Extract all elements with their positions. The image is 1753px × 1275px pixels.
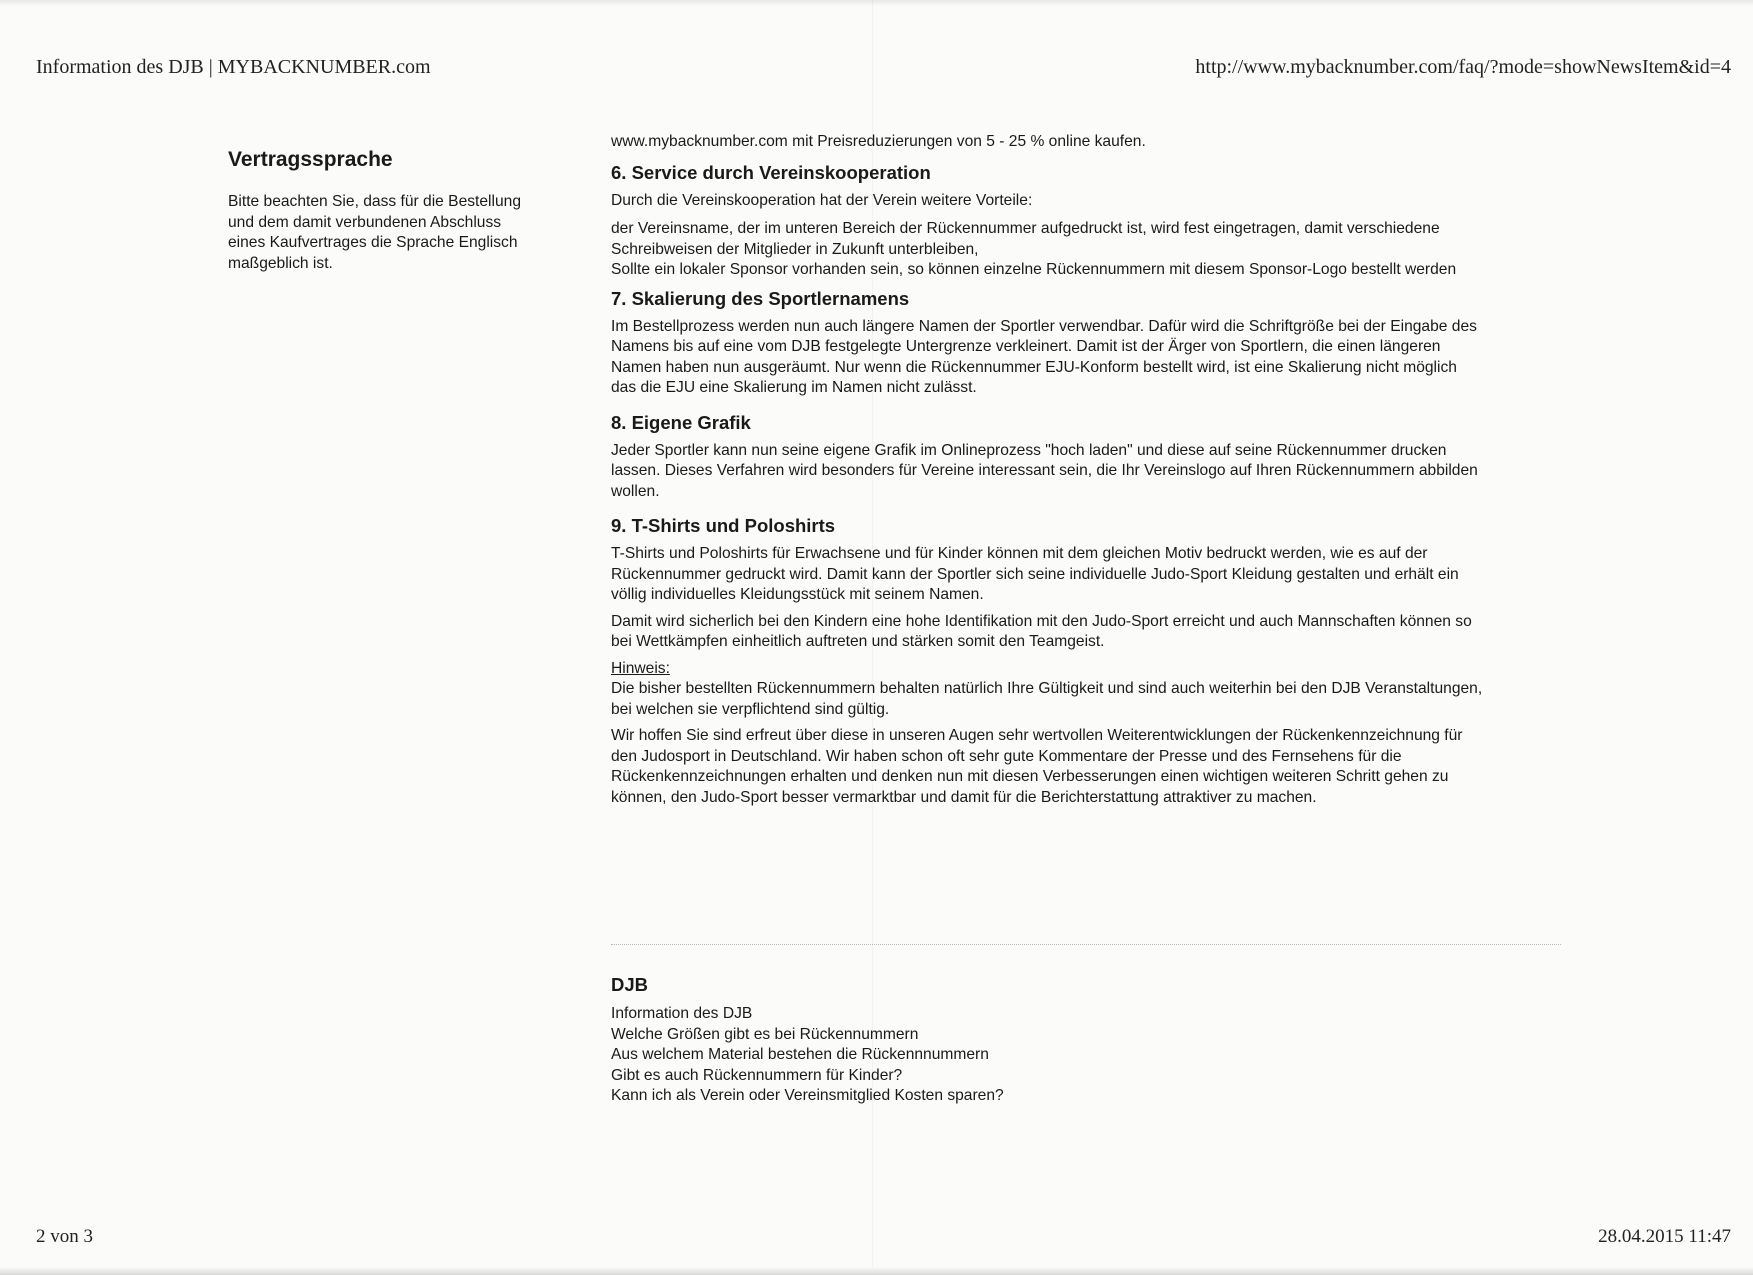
text-line: den Judosport in Deutschland. Wir haben schon oft sehr gute Kommentare der Presse und des Fernsehens für die	[611, 747, 1402, 765]
section-7-heading: 7. Skalierung des Sportlernamens	[611, 287, 910, 309]
text-line: das die EJU eine Skalierung im Namen nicht zulässt.	[611, 379, 977, 396]
section-9-paragraph-1	[611, 544, 1561, 606]
djb-nav-list	[611, 1004, 1311, 1107]
text-line: Namens bis auf eine vom DJB festgelegte Untergrenze verkleinert. Damit ist der Ärger von Sportlern, die einen längeren	[611, 338, 1441, 355]
text-line: bei welchen sie verpflichtend sind gültig.	[611, 700, 890, 718]
text-line: wollen.	[611, 482, 660, 500]
section-8-body	[611, 441, 1561, 503]
djb-nav	[611, 974, 1311, 1107]
sidebar-text-line: eines Kaufvertrages die Sprache Englisch	[228, 234, 518, 251]
section-6-intro: Durch die Vereinskooperation hat der Verein weitere Vorteile:	[611, 191, 1033, 209]
djb-nav-link[interactable]: Gibt es auch Rückennummern für Kinder?	[611, 1066, 903, 1084]
text-line: Die bisher bestellten Rückennummern behalten natürlich Ihre Gültigkeit und sind auch weiterhin bei den DJB Veranstaltungen,	[611, 680, 1483, 697]
text-line: lassen. Dieses Verfahren wird besonders für Vereine interessant sein, die Ihr Vereinslogo auf Ihren Rückennummern abbilden	[611, 462, 1478, 479]
text-line: Rückenkennzeichnungen erhalten und denken nun mit diesen Verbesserungen einen wichtigen weiteren Schritt gehen zu	[611, 768, 1449, 785]
djb-nav-heading: DJB	[611, 974, 649, 995]
hint-block	[611, 659, 1561, 721]
section-9-heading: 9. T-Shirts und Poloshirts	[611, 515, 836, 536]
main-content	[611, 132, 1561, 808]
print-header-title: Information des DJB | MYBACKNUMBER.com	[36, 56, 431, 78]
sidebar-heading: Vertragssprache	[228, 148, 393, 171]
section-9-paragraph-2	[611, 612, 1561, 653]
text-line: Damit wird sicherlich bei den Kindern eine hohe Identifikation mit den Judo-Sport erreicht und auch Mannschaften können so	[611, 612, 1472, 630]
print-header-url: http://www.mybacknumber.com/faq/?mode=showNewsItem&id=4	[1195, 56, 1731, 78]
text-line: Jeder Sportler kann nun seine eigene Grafik im Onlineprozess "hoch laden" und diese auf seine Rückennummer drucken	[611, 441, 1447, 459]
hint-label: Hinweis:	[611, 659, 670, 677]
text-line: Schreibweisen der Mitglieder in Zukunft unterbleiben,	[611, 240, 979, 258]
text-line: bei Wettkämpfen einheitlich auftreten und stärken somit den Teamgeist.	[611, 633, 1105, 650]
djb-nav-link[interactable]: Aus welchem Material bestehen die Rückennnummern	[611, 1046, 989, 1064]
text-line: völlig individuelles Kleidungsstück mit seinem Namen.	[611, 586, 984, 603]
text-line: Wir hoffen Sie sind erfreut über diese in unseren Augen sehr wertvollen Weiterentwicklungen der Rückenkennzeichnung für	[611, 727, 1463, 744]
text-line: Im Bestellprozess werden nun auch längere Namen der Sportler verwendbar. Dafür wird die Schriftgröße bei der Eingabe des	[611, 317, 1477, 335]
text-line: Rückennummer gedruckt wird. Damit kann der Sportler sich seine individuelle Judo-Sport Kleidung gestalten und erhält ein	[611, 565, 1459, 583]
print-header	[36, 56, 1731, 79]
page-number: 2 von 3	[36, 1226, 93, 1247]
section-6-body	[611, 219, 1561, 281]
scan-bottom-edge	[0, 1267, 1753, 1275]
text-line: T-Shirts und Poloshirts für Erwachsene und für Kinder können mit dem gleichen Motiv bedruckt werden, wie es auf der	[611, 545, 1428, 562]
print-footer	[36, 1226, 1731, 1248]
text-line: können, den Judo-Sport besser vermarktbar und damit für die Berichterstattung attraktiver zu machen.	[611, 788, 1317, 806]
text-line: Namen haben nun ausgeräumt. Nur wenn die Rückennummer EJU-Konform bestellt wird, ist eine Skalierung nicht möglich	[611, 358, 1457, 376]
text-line: Sollte ein lokaler Sponsor vorhanden sein, so können einzelne Rückennummern mit diesem Sponsor-Logo bestellt werden	[611, 261, 1457, 278]
section-6-heading: 6. Service durch Vereinskooperation	[611, 161, 931, 183]
print-datetime: 28.04.2015 11:47	[1598, 1226, 1731, 1247]
intro-line: www.mybacknumber.com mit Preisreduzierungen von 5 - 25 % online kaufen.	[611, 133, 1146, 150]
sidebar-text	[228, 192, 558, 274]
sidebar-text-line: und dem damit verbundenen Abschluss	[228, 213, 502, 231]
section-8-heading: 8. Eigene Grafik	[611, 411, 751, 433]
sidebar-text-line: maßgeblich ist.	[228, 254, 333, 272]
closing-paragraph	[611, 726, 1561, 808]
section-divider	[611, 944, 1561, 945]
scan-top-edge	[0, 0, 1753, 6]
sidebar-text-line: Bitte beachten Sie, dass für die Bestellung	[228, 193, 521, 210]
section-7-body	[611, 317, 1561, 399]
djb-nav-link[interactable]: Welche Größen gibt es bei Rückennummern	[611, 1025, 919, 1043]
sidebar	[228, 148, 558, 274]
djb-nav-link[interactable]: Kann ich als Verein oder Vereinsmitglied Kosten sparen?	[611, 1087, 1004, 1105]
text-line: der Vereinsname, der im unteren Bereich der Rückennummer aufgedruckt ist, wird fest eingetragen, damit verschiedene	[611, 220, 1440, 237]
djb-nav-link[interactable]: Information des DJB	[611, 1005, 753, 1022]
